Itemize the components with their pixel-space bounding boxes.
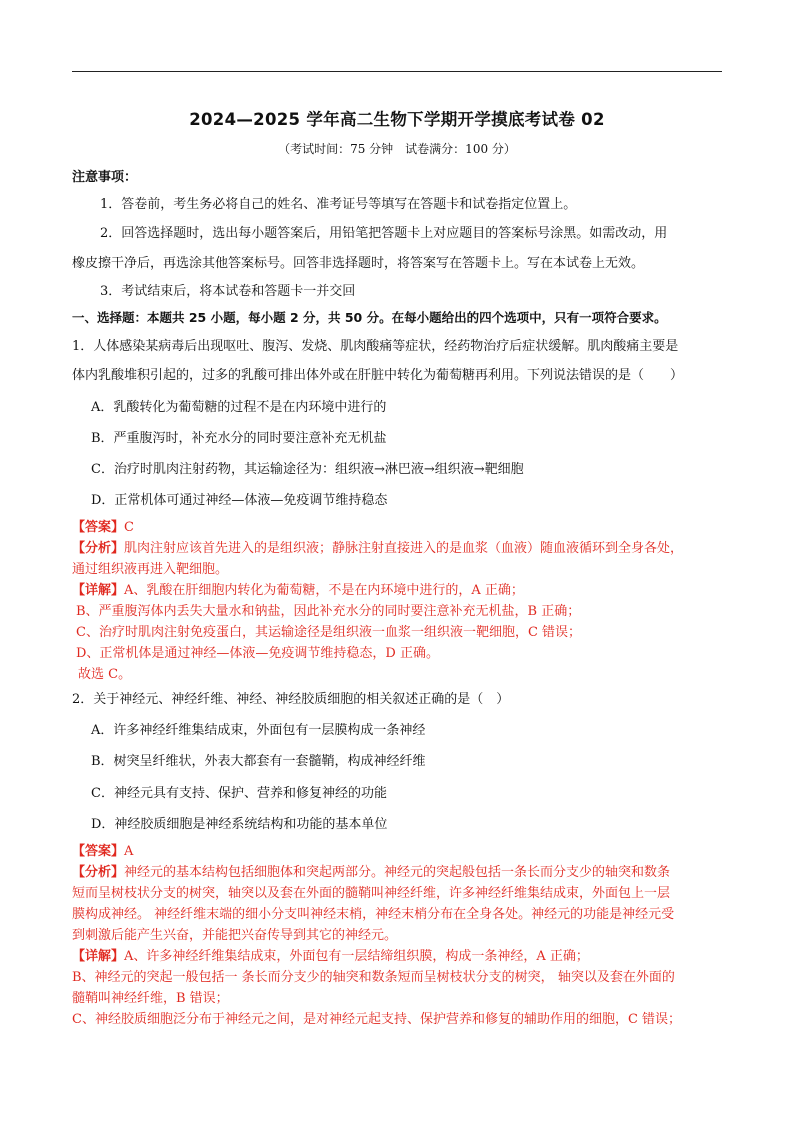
q1-option-c: C．治疗时肌肉注射药物，其运输途径为：组织液→淋巴液→组织液→靶细胞 [91, 462, 524, 477]
q2-detail-line: 髓鞘叫神经纤维，B 错误； [72, 991, 229, 1006]
q2-stem: 2．关于神经元、神经纤维、神经、神经胶质细胞的相关叙述正确的是（ ） [72, 692, 510, 707]
analysis-tag: 【分析】 [72, 541, 125, 556]
q1-stem: 体内乳酸堆积引起的，过多的乳酸可排出体外或在肝脏中转化为葡萄糖再利用。下列说法错误的是（ ） [72, 368, 684, 383]
answer-tag: 【答案】 [72, 844, 125, 859]
q1-analysis-cont: 通过组织液再进入靶细胞。 [72, 562, 229, 577]
page-title: 2024—2025 学年高二生物下学期开学摸底考试卷 02 [189, 110, 605, 129]
q1-analysis [72, 541, 683, 557]
answer-tag: 【答案】 [72, 520, 125, 535]
q2-detail-line: B、神经元的突起一般包括一 条长而分支少的轴突和数条短而呈树枝状分支的树突， 轴突以及套在外面的 [72, 970, 675, 985]
answer-value: A [124, 844, 134, 859]
q2-option-c: C．神经元具有支持、保护、营养和修复神经的功能 [91, 786, 387, 801]
q2-analysis [72, 865, 670, 881]
q2-detail-line: C、神经胶质细胞泛分布于神经元之间，是对神经元起支持、保护营养和修复的辅助作用的细胞，C 错误； [72, 1012, 682, 1027]
q2-answer [72, 844, 133, 860]
detail-text: A、许多神经纤维集结成束，外面包有一层结缔组织膜，构成一条神经，A 正确； [124, 949, 589, 964]
notes-heading: 注意事项： [72, 170, 138, 185]
q1-detail-line: D、正常机体是通过神经—体液—免疫调节维持稳态，D 正确。 [76, 646, 439, 661]
q1-answer [72, 520, 134, 536]
note-item: 3．考试结束后，将本试卷和答题卡一并交回 [100, 284, 356, 299]
q2-analysis-line: 短而呈树枝状分支的树突，轴突以及套在外面的髓鞘叫神经纤维，许多神经纤维集结成束，外面包上一层 [72, 886, 671, 901]
q1-stem: 1．人体感染某病毒后出现呕吐、腹泻、发烧、肌肉酸痛等症状，经药物治疗后症状缓解。肌肉酸痛主要是 [72, 339, 679, 354]
detail-text: A、乳酸在肝细胞内转化为葡萄糖，不是在内环境中进行的，A 正确； [124, 583, 524, 598]
detail-tag: 【详解】 [72, 583, 125, 598]
header-rule [72, 71, 722, 72]
q1-detail [72, 583, 524, 599]
q1-option-d: D．正常机体可通过神经—体液—免疫调节维持稳态 [91, 493, 388, 508]
q2-analysis-line: 到刺激后能产生兴奋，并能把兴奋传导到其它的神经元。 [72, 928, 398, 943]
note-item: 橡皮擦干净后，再选涂其他答案标号。回答非选择题时，将答案写在答题卡上。写在本试卷上无效。 [72, 256, 645, 271]
q1-conclusion: 故选 C。 [78, 667, 132, 682]
note-item: 2．回答选择题时，选出每小题答案后，用铅笔把答题卡上对应题目的答案标号涂黑。如需改动，用 [100, 226, 668, 241]
q2-option-b: B．树突呈纤维状，外表大都套有一套髓鞘，构成神经纤维 [91, 754, 426, 769]
q1-detail-line: C、治疗时肌肉注射免疫蛋白，其运输途径是组织液一血浆一组织液一靶细胞，C 错误； [76, 625, 582, 640]
section-heading: 一、选择题：本题共 25 小题，每小题 2 分，共 50 分。在每小题给出的四个选项中，只有一项符合要求。 [72, 310, 667, 325]
analysis-tag: 【分析】 [72, 865, 125, 880]
q2-option-a: A．许多神经纤维集结成束，外面包有一层膜构成一条神经 [91, 723, 426, 738]
q2-option-d: D．神经胶质细胞是神经系统结构和功能的基本单位 [91, 817, 388, 832]
q1-option-a: A．乳酸转化为葡萄糖的过程不是在内环境中进行的 [91, 400, 387, 415]
answer-value: C [124, 520, 134, 535]
note-item: 1．答卷前，考生务必将自己的姓名、准考证号等填写在答题卡和试卷指定位置上。 [100, 197, 577, 212]
q1-detail-line: B、严重腹泻体内丢失大量水和钠盐，因此补充水分的同时要注意补充无机盐，B 正确； [76, 604, 581, 619]
detail-tag: 【详解】 [72, 949, 125, 964]
q1-option-b: B．严重腹泻时，补充水分的同时要注意补充无机盐 [91, 431, 387, 446]
q2-detail [72, 949, 589, 965]
exam-info: （考试时间：75 分钟 试卷满分：100 分） [278, 142, 516, 156]
analysis-text: 肌肉注射应该首先进入的是组织液；静脉注射直接进入的是血浆（血液）随血液循环到全身各处， [124, 541, 684, 556]
analysis-text: 神经元的基本结构包括细胞体和突起两部分。神经元的突起般包括一条长而分支少的轴突和数条 [124, 865, 671, 880]
q2-analysis-line: 膜构成神经。 神经纤维末端的细小分支叫神经末梢，神经末梢分布在全身各处。神经元的功能是神经元受 [72, 907, 675, 922]
